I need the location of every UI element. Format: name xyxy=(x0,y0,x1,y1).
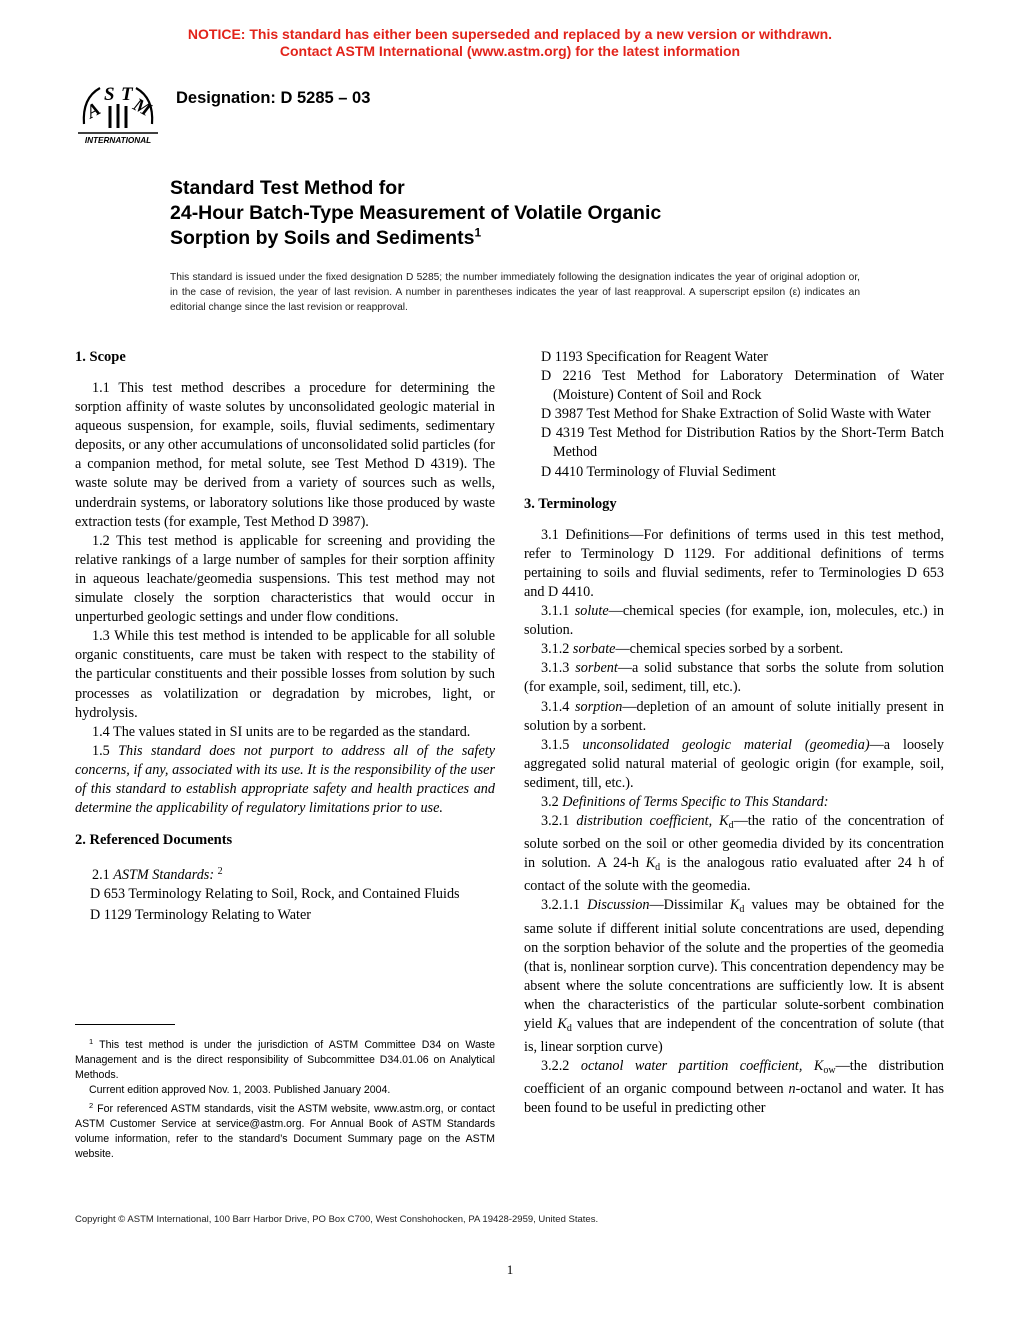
ref-d1193: D 1193 Specification for Reagent Water xyxy=(541,349,768,365)
section-1-heading: 1. Scope xyxy=(75,349,126,365)
logo-tagline: INTERNATIONAL xyxy=(84,136,152,145)
page-number: 1 xyxy=(506,1262,514,1277)
section-3-1-2: 3.1.2 sorbate—chemical species sorbed by a sorbent. xyxy=(541,641,844,658)
section-2-heading: 2. Referenced Documents xyxy=(75,832,233,849)
svg-text:S: S xyxy=(104,84,115,105)
ref-d3987: D 3987 Test Method for Shake Extraction of Solid Waste with Water xyxy=(541,406,931,423)
title-line-3: Sorption by Soils and Sediments xyxy=(170,227,475,249)
title-footnote-mark: 1 xyxy=(474,225,482,240)
footnote-1: $^1$ This test method is under the jurisdiction of ASTM Committee D34 on Waste Management and is the direct responsibility of Subcommittee D34.01.06 on Analytical Methods. xyxy=(75,1037,495,1081)
preamble: This standard is issued under the fixed designation D 5285; the number immediately following the designation indicates the year of original adoption or, in the case of revision, the year of last revision. A number in parentheses indicates the year of last reapproval. A superscript epsilon (ε) indicates an editorial change since the last revision or reapproval. xyxy=(170,272,860,313)
section-1-1: 1.1 This test method describes a procedure for determining the sorption affinity of waste solutes by unconsolidated geologic material in aqueous suspension, for example, soils, fluvial sediments, sedimentary deposits, or any other accumulations of unconsolidated solid particles (for a companion method, for metal solute, see Test Method D 4319). The waste solute may be derived from a variety of sources such as wells, underdrain systems, or laboratory solutions like those produced by waste extraction tests (for example, Test Method D 3987). xyxy=(75,380,495,530)
notice-line-1: NOTICE: This standard has either been superseded and replaced by a new version or withdrawn. xyxy=(187,26,833,42)
section-1-5: 1.5 This standard does not purport to address all of the safety concerns, if any, associated with its use. It is the responsibility of the user of this standard to establish appropriate safety and health practices and determine the applicability of regulatory limitations prior to use. xyxy=(75,742,495,817)
section-3-1-3: 3.1.3 sorbent—a solid substance that sorbs the solute from solution (for example, soil, sediment, till, etc.). xyxy=(524,660,945,696)
ref-d4410: D 4410 Terminology of Fluvial Sediment xyxy=(541,463,776,480)
footnotes xyxy=(75,1034,495,1162)
notice-line-2: Contact ASTM International (www.astm.org) for the latest information xyxy=(279,43,741,59)
document-title xyxy=(170,176,870,251)
astm-international-logo xyxy=(74,80,162,150)
section-3-1-1: 3.1.1 solute—chemical species (for example, ion, molecules, etc.) in solution. xyxy=(524,603,944,639)
left-column xyxy=(75,348,495,925)
right-column xyxy=(524,348,944,1118)
section-3-2-2: 3.2.2 octanol water partition coefficient, $K_{ow}—the$ distribution coefficient of an organic compound between n-octanol and water. It has been found to be useful in predicting other xyxy=(524,1058,945,1117)
section-3-2: 3.2 Definitions of Terms Specific to This Standard: xyxy=(541,793,829,810)
section-3-1-4: 3.1.4 sorption—depletion of an amount of solute initially present in solution by a sorbent. xyxy=(524,698,944,734)
section-3-2-1-1: 3.2.1.1 Discussion—Dissimilar $K_d$ values may be obtained for the same solute if different initial solute concentrations are used, depending on the sorption behavior of the solute and the properties of the geomedia (that is, nonlinear sorption curve). This concentration dependency may be absent where the solute concentrations are sufficiently low. It is absent when the characteristics of the particular solute-sorbent combination yield $K_d$ values that are independent of the concentration of solute (that is, linear sorption curve) xyxy=(524,897,945,1056)
title-line-1: Standard Test Method for xyxy=(170,177,405,199)
svg-text:T: T xyxy=(121,84,133,105)
footnote-rule xyxy=(75,1024,175,1025)
designation: Designation: D 5285 – 03 xyxy=(176,89,371,107)
section-1-3: 1.3 While this test method is intended to be applicable for all soluble organic constituents, care must be taken with respect to the stability of the particular constituents and their possible losses from solution by such processes as volatilization or degradation by microbes, light, or hydrolysis. xyxy=(75,628,495,721)
footnote-1-edition: Current edition approved Nov. 1, 2003. Published January 2004. xyxy=(89,1084,391,1096)
title-line-2: 24-Hour Batch-Type Measurement of Volatile Organic xyxy=(170,202,662,224)
ref-d2216: D 2216 Test Method for Laboratory Determination of Water (Moisture) Content of Soil and Rock xyxy=(541,368,944,404)
svg-text:A: A xyxy=(83,98,105,123)
ref-d653: D 653 Terminology Relating to Soil, Rock, and Contained Fluids xyxy=(90,886,460,903)
section-3-2-1: 3.2.1 distribution coefficient, $K_d—the$ ratio of the concentration of solute sorbed on the soil or other geomedia divided by its concentration in solution. A 24-h $K_d$ is the analogous ratio evaluated after 24 h of contact of the solute with the geomedia. xyxy=(524,813,945,895)
section-3-1-5: 3.1.5 unconsolidated geologic material (geomedia)—a loosely aggregated solid natural material of geologic origin (for example, soil, sediment, till, etc.). xyxy=(524,736,944,791)
supersession-notice xyxy=(0,26,1020,60)
ref-d1129: D 1129 Terminology Relating to Water xyxy=(90,907,312,924)
copyright-line: Copyright © ASTM International, 100 Barr Harbor Drive, PO Box C700, West Conshohocken, PA 19428-2959, United States. xyxy=(75,1214,599,1225)
section-2-1: 2.1 ASTM Standards: $^2$ xyxy=(92,866,223,884)
svg-text:M: M xyxy=(129,94,155,121)
ref-d4319: D 4319 Test Method for Distribution Ratios by the Short-Term Batch Method xyxy=(541,425,944,461)
section-3-heading: 3. Terminology xyxy=(524,495,617,512)
section-1-2: 1.2 This test method is applicable for screening and providing the relative rankings of a large number of samples for their sorption affinity in aqueous leachate/geomedia suspensions. This test method may not simulate closely the sorption characteristics that would occur in unperturbed geologic settings and under flow conditions. xyxy=(75,532,495,626)
section-3-1: 3.1 Definitions—For definitions of terms used in this test method, refer to Terminology D 1129. For additional definitions of terms pertaining to soils and fluvial sediments, refer to Terminologies D 653 and D 4410. xyxy=(524,526,944,600)
footnote-2: $^2$ For referenced ASTM standards, visit the ASTM website, www.astm.org, or contact ASTM Customer Service at service@astm.org. For Annual Book of ASTM Standards volume information, refer to the standard’s Document Summary page on the ASTM website. xyxy=(75,1101,495,1160)
section-1-4: 1.4 The values stated in SI units are to be regarded as the standard. xyxy=(92,723,471,740)
